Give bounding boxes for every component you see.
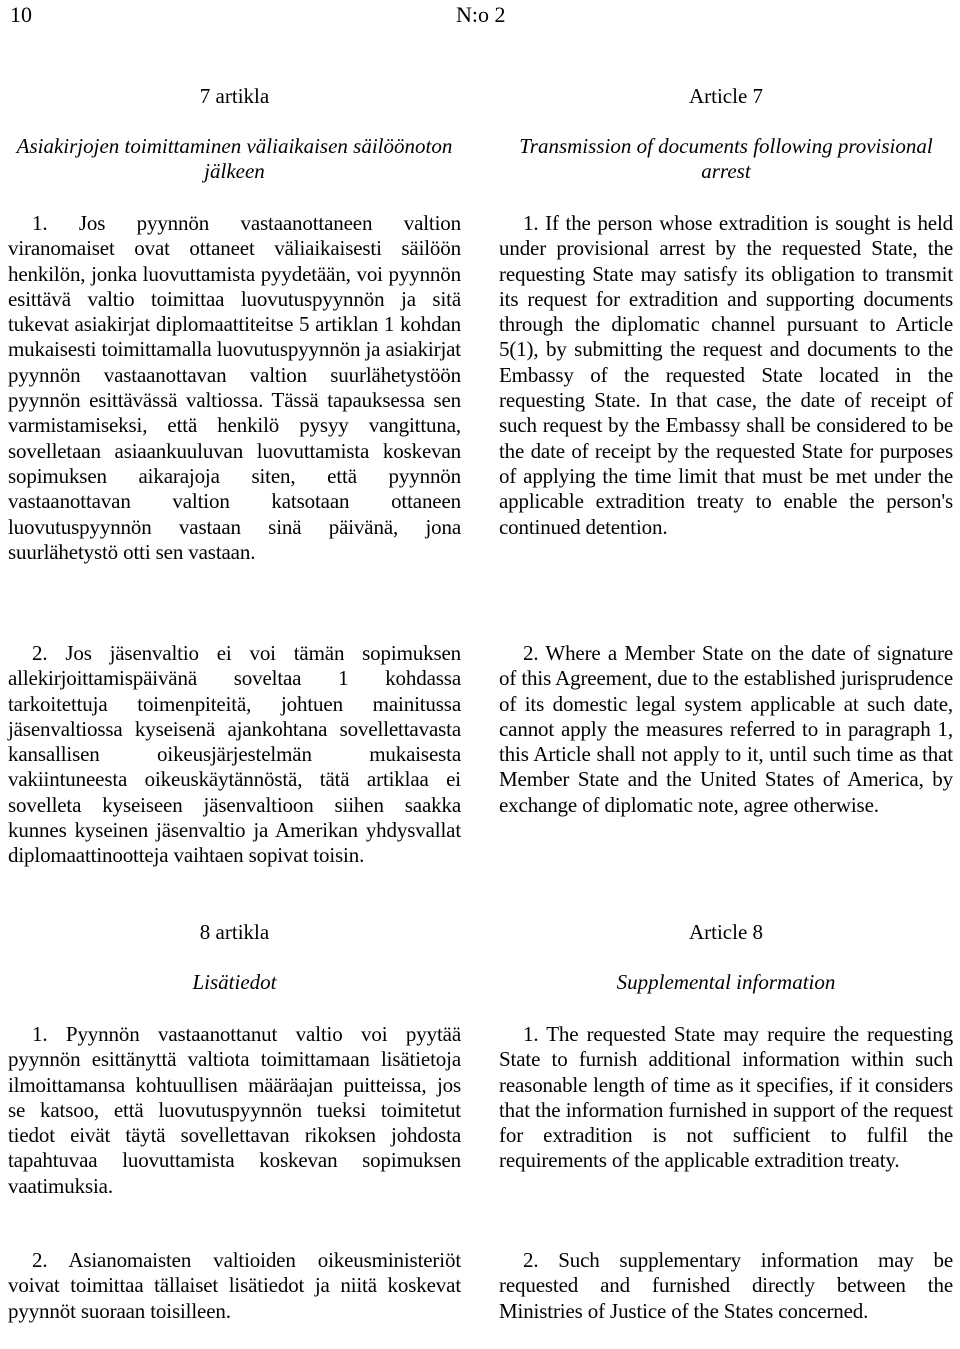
- article-7-title-fi: 7 artikla: [199, 84, 270, 108]
- article-7-para-2-fi: 2. Jos jäsenvaltio ei voi tämän sopimuksen allekirjoittamispäivänä soveltaa 1 kohdassa tarkoitettuja toimenpiteitä, johtuen mainitussa jäsenvaltiossa kyseisenä ajankohtana sovellettavasta kansallisen oikeusjärjestelmän mukaisesta vakiintuneesta oikeuskäytännöstä, tätä artiklaa ei sovelleta kyseiseen jäsenvaltioon siihen saakka kunnes kyseinen jäsenvaltio ja Amerikan yhdysvallat diplomaattinootteja vaihtaen sopivat toisin.: [8, 641, 461, 868]
- article-8-para-2-fi: 2. Asianomaisten valtioiden oikeusministeriöt voivat toimittaa tällaiset lisätiedot ja niitä koskevat pyynnöt suoraan toisilleen.: [8, 1248, 461, 1323]
- article-7-subtitle-en: Transmission of documents following provisional arrest: [519, 134, 933, 184]
- article-7-para-1-en: 1. If the person whose extradition is sought is held under provisional arrest by the requested State, the requesting State may satisfy its obligation to transmit its request for extradition and supporting documents through the diplomatic channel pursuant to Article 5(1), by submitting the request and documents to the Embassy of the requested State located in the requesting State. In that case, the date of receipt of such request by the Embassy shall be considered to be the date of receipt by the requested State for purposes of applying the time limit that must be met under the applicable extradition treaty to enable the person's continued detention.: [499, 211, 953, 539]
- article-8-para-1-en: 1. The requested State may require the requesting State to furnish additional information within such reasonable length of time as it specifies, if it considers that the information furnished in support of the request for extradition is not sufficient to fulfil the requirements of the applicable extradition treaty.: [499, 1022, 953, 1173]
- article-7-para-2-en: 2. Where a Member State on the date of signature of this Agreement, due to the established jurisprudence of its domestic legal system applicable at such date, cannot apply the measures referred to in paragraph 1, this Article shall not apply to it, until such time as that Member State and the United States of America, by exchange of diplomatic note, agree otherwise.: [499, 641, 953, 817]
- article-8-subtitle-en: Supplemental information: [616, 970, 836, 994]
- page-header: [0, 0, 960, 30]
- article-8-title-en: Article 8: [688, 920, 764, 944]
- article-7-title-en: Article 7: [688, 84, 764, 108]
- article-8-subtitle-fi: Lisätiedot: [192, 970, 277, 994]
- issue-number: N:o 2: [456, 2, 506, 27]
- article-7-para-1-fi: 1. Jos pyynnön vastaanottaneen valtion viranomaiset ovat ottaneet väliaikaisesti säilöön henkilön, jonka luovuttamista pyydetään, voi pyynnön esittävä valtio toimittaa luovutuspyynnön ja sitä tukevat asiakirjat diplomaattiteitse 5 artiklan 1 kohdan mukaisesti toimittamalla luovutuspyynnön ja asiakirjat pyynnön vastaanottavan valtion suurlähetystöön pyynnön esittävässä valtiossa. Tässä tapauksessa sen varmistamiseksi, että henkilö pysyy vangittuna, sovelletaan asiaankuuluvan luovuttamista koskevan sopimuksen aikarajoja siten, että pyynnön vastaanottavan valtion katsotaan ottaneen luovutuspyynnön vastaan sinä päivänä, jona suurlähetystö otti sen vastaan.: [8, 211, 461, 564]
- article-8-title-fi: 8 artikla: [199, 920, 270, 944]
- article-7-subtitle-fi: Asiakirjojen toimittaminen väliaikaisen säilöönoton jälkeen: [16, 134, 453, 184]
- page-number: 10: [10, 2, 32, 27]
- article-8-para-2-en: 2. Such supplementary information may be requested and furnished directly between the Ministries of Justice of the States concerned.: [499, 1248, 953, 1323]
- article-8-para-1-fi: 1. Pyynnön vastaanottanut valtio voi pyytää pyynnön esittänyttä valtiota toimittamaan lisätietoja ilmoittamansa kohtuullisen määräajan puitteissa, jos se katsoo, että luovutuspyynnön tueksi toimitetut tiedot eivät täytä sovellettavan rikoksen johdosta tapahtuvaa luovuttamista koskevan sopimuksen vaatimuksia.: [8, 1022, 461, 1198]
